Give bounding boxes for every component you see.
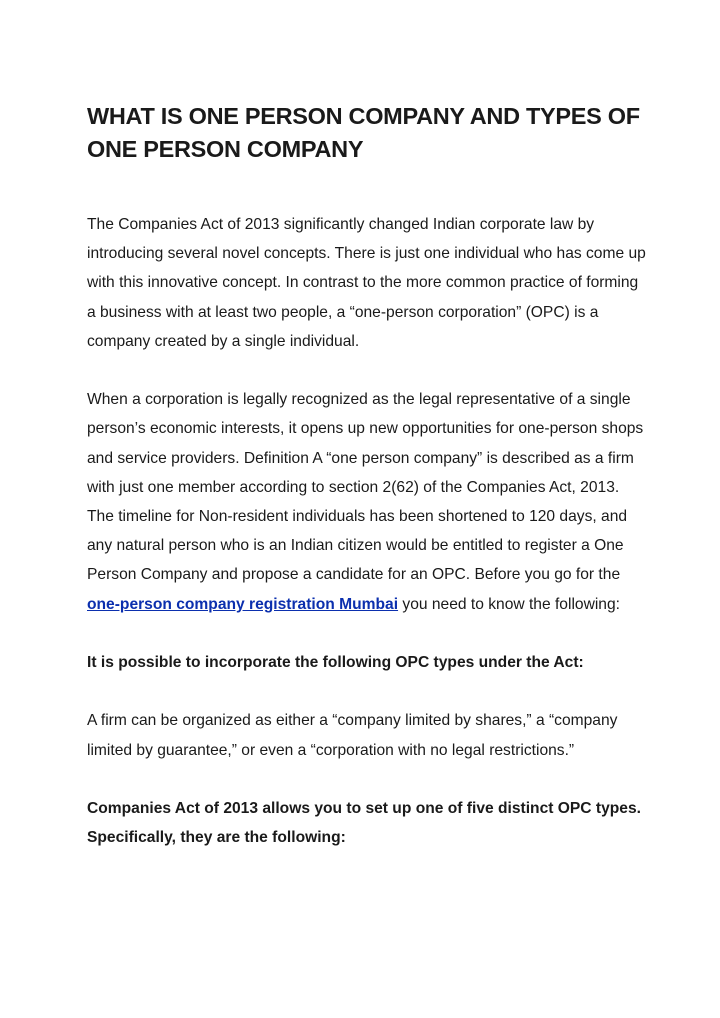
spacer [87,619,647,648]
definition-text: When a corporation is legally recognized as the legal representative of a single person’s economic interests, it opens up new opportunities for one-person shops and service providers. Definition A “one person company” is described as a firm with just one member according to section 2(62) of the Companies Act, 2013. The timeline for Non-resident individuals has been shortened to 120 days, and any natural person who is an Indian citizen would be entitled to register a One Person Company and propose a candidate for an OPC. Before you go for the [87,391,644,584]
intro-paragraph: The Companies Act of 2013 significantly changed Indian corporate law by introducing several novel concepts. There is just one individual who has come up with this innovative concept. In contrast to the more common practice of forming a business with at least two people, a “one-person corporation” (OPC) is a company created by a single individual. [87,216,646,350]
definition-text-end: you need to know the following: [398,595,620,613]
five-types-heading: Companies Act of 2013 allows you to set up one of five distinct OPC types. Specifically, they are the following: [87,800,641,847]
opc-types-heading: It is possible to incorporate the following OPC types under the Act: [87,654,584,672]
spacer [87,166,647,210]
definition-paragraph [87,385,647,619]
document-body [87,100,647,852]
opc-registration-mumbai-link[interactable]: one-person company registration Mumbai [87,595,399,613]
company-forms-paragraph: A firm can be organized as either a “company limited by shares,” a “company limited by guarantee,” or even a “corporation with no legal restrictions.” [87,712,618,759]
spacer [87,765,647,794]
spacer [87,677,647,706]
page-title: WHAT IS ONE PERSON COMPANY AND TYPES OF ONE PERSON COMPANY [87,103,640,162]
spacer [87,356,647,385]
